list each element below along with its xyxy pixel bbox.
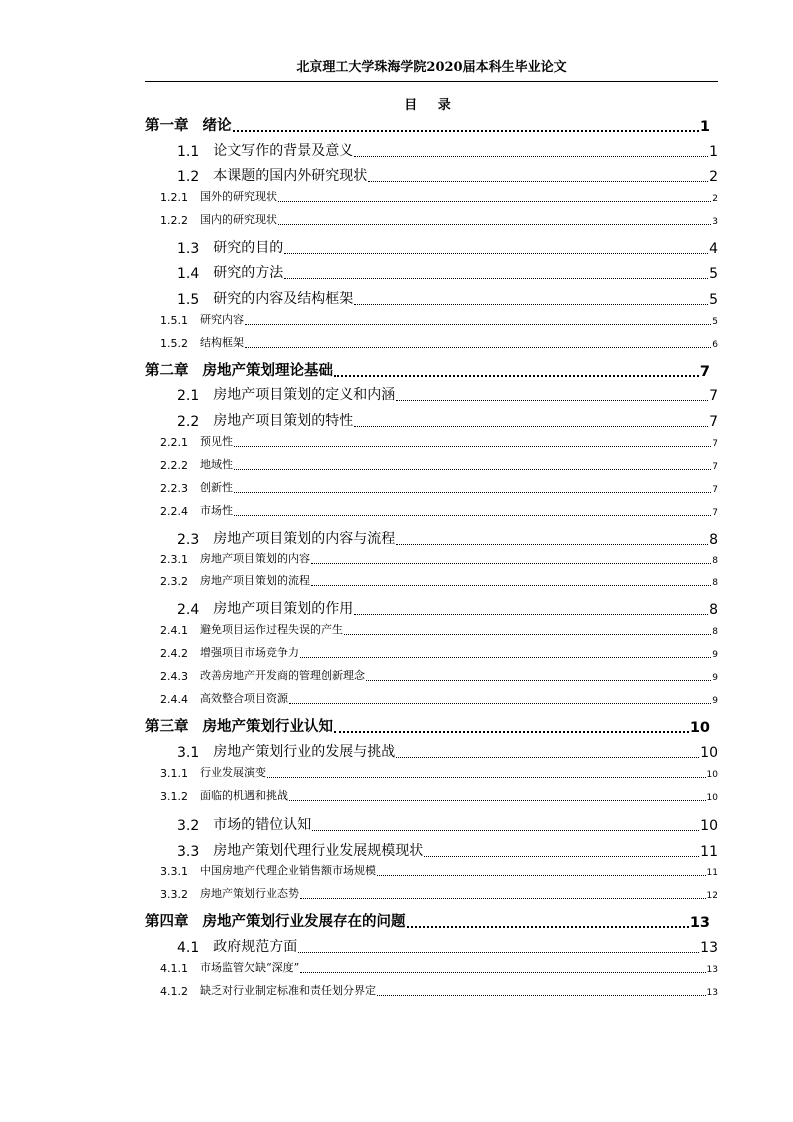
toc-dot-leader <box>234 515 711 516</box>
toc-entry-title: 改善房地产开发商的管理创新理念 <box>200 669 365 682</box>
toc-dot-leader <box>284 253 708 254</box>
toc-entry-number: 2.2.1 <box>160 436 188 449</box>
toc-entry-page: 8 <box>709 532 718 548</box>
toc-entry-page: 9 <box>712 696 718 706</box>
toc-dot-leader <box>234 446 711 447</box>
toc-entry[interactable] <box>160 213 718 227</box>
toc-dot-leader <box>396 400 708 401</box>
toc-entry-title: 研究内容 <box>200 313 244 326</box>
toc-entry-page: 13 <box>706 988 718 998</box>
toc-entry-title: 房地产项目策划的作用 <box>213 601 354 617</box>
toc-entry-title: 政府规范方面 <box>213 939 298 955</box>
toc-entry-page: 8 <box>712 556 718 566</box>
toc-dot-leader <box>267 777 706 778</box>
toc-entry-title: 本课题的国内外研究现状 <box>213 168 368 184</box>
toc-dot-leader <box>311 563 711 564</box>
toc-entry[interactable] <box>177 288 718 308</box>
toc-dot-leader <box>396 757 699 758</box>
toc-entry-title: 房地产项目策划的定义和内涵 <box>213 387 396 403</box>
toc-dot-leader <box>278 201 711 202</box>
toc-entry-number: 2.3.2 <box>160 575 188 588</box>
toc-entry-page: 10 <box>700 818 718 834</box>
toc-dot-leader <box>300 972 705 973</box>
toc-entry-number: 第一章 <box>145 117 189 134</box>
toc-entry-number: 2.4.4 <box>160 693 188 706</box>
toc-entry-number: 2.3 <box>177 532 200 548</box>
toc-dot-leader <box>377 995 706 996</box>
toc-entry-page: 10 <box>700 745 718 761</box>
toc-entry-title: 创新性 <box>200 481 233 494</box>
toc-dot-leader <box>289 703 711 704</box>
toc-entry-number: 4.1.2 <box>160 985 188 998</box>
toc-dot-leader <box>311 585 711 586</box>
toc-entry[interactable] <box>177 165 718 185</box>
toc-entry-title: 房地产项目策划的特性 <box>213 413 354 429</box>
toc-entry[interactable] <box>177 840 718 860</box>
toc-dot-leader <box>354 614 708 615</box>
toc-entry-number: 2.2.3 <box>160 482 188 495</box>
toc-entry[interactable] <box>177 528 718 548</box>
toc-entry[interactable] <box>160 504 718 518</box>
toc-dot-leader <box>424 856 699 857</box>
toc-entry[interactable] <box>145 115 710 135</box>
toc-entry-number: 3.3.1 <box>160 865 188 878</box>
toc-dot-leader <box>298 952 699 953</box>
toc-entry-page: 8 <box>712 578 718 588</box>
toc-entry-page: 9 <box>712 673 718 683</box>
toc-entry[interactable] <box>177 741 718 761</box>
toc-entry-number: 3.1.2 <box>160 790 188 803</box>
toc-dot-leader <box>407 926 689 928</box>
toc-entry-number: 2.4.1 <box>160 624 188 637</box>
toc-dot-leader <box>234 492 711 493</box>
toc-entry-number: 1.5 <box>177 292 200 308</box>
toc-dot-leader <box>289 800 706 801</box>
toc-entry-number: 1.4 <box>177 266 200 282</box>
toc-entry-number: 1.2.2 <box>160 214 188 227</box>
toc-entry-title: 国外的研究现状 <box>200 190 277 203</box>
toc-entry[interactable] <box>177 262 718 282</box>
toc-dot-leader <box>334 375 699 377</box>
toc-entry-page: 7 <box>712 485 718 495</box>
toc-entry[interactable] <box>160 435 718 449</box>
toc-entry-title: 市场性 <box>200 504 233 517</box>
toc-entry-page: 13 <box>700 940 718 956</box>
toc-entry-page: 7 <box>712 508 718 518</box>
toc-entry-title: 面临的机遇和挑战 <box>200 789 288 802</box>
toc-entry-title: 研究的内容及结构框架 <box>213 291 354 307</box>
toc-entry-number: 第三章 <box>145 718 189 735</box>
toc-entry-page: 4 <box>709 241 718 257</box>
toc-entry-page: 2 <box>709 169 718 185</box>
toc-entry-number: 3.2 <box>177 818 200 834</box>
toc-entry[interactable] <box>160 190 718 204</box>
toc-entry[interactable] <box>160 623 718 637</box>
toc-entry-title: 结构框架 <box>200 336 244 349</box>
toc-entry-title: 研究的目的 <box>213 240 284 256</box>
toc-entry[interactable] <box>177 384 718 404</box>
toc-entry[interactable] <box>160 887 718 901</box>
toc-dot-leader <box>354 426 708 427</box>
toc-entry-page: 3 <box>712 217 718 227</box>
toc-dot-leader <box>354 156 708 157</box>
toc-entry-page: 1 <box>699 119 710 135</box>
toc-entry-title: 房地产策划行业认知 <box>202 718 333 735</box>
toc-entry[interactable] <box>160 984 718 998</box>
toc-entry-title: 房地产策划理论基础 <box>202 362 333 379</box>
toc-entry[interactable] <box>160 336 718 350</box>
toc-entry-page: 7 <box>712 462 718 472</box>
toc-entry-title: 预见性 <box>200 435 233 448</box>
toc-entry[interactable] <box>145 360 710 380</box>
toc-entry-title: 地域性 <box>200 458 233 471</box>
toc-dot-leader <box>344 634 711 635</box>
toc-entry-number: 1.5.2 <box>160 337 188 350</box>
toc-entry[interactable] <box>177 410 718 430</box>
toc-entry-title: 房地产策划行业态势 <box>200 887 299 900</box>
toc-entry[interactable] <box>160 692 718 706</box>
toc-entry-title: 中国房地产代理企业销售额市场规模 <box>200 864 376 877</box>
toc-entry[interactable] <box>177 237 718 257</box>
toc-entry-title: 市场的错位认知 <box>213 817 312 833</box>
toc-entry[interactable] <box>177 936 718 956</box>
toc-entry-number: 4.1.1 <box>160 962 188 975</box>
toc-entry[interactable] <box>160 552 718 566</box>
toc-entry[interactable] <box>160 313 718 327</box>
toc-entry-page: 11 <box>706 868 718 878</box>
toc-entry-number: 第二章 <box>145 362 189 379</box>
toc-entry[interactable] <box>160 646 718 660</box>
toc-entry[interactable] <box>160 669 718 683</box>
toc-entry-number: 2.3.1 <box>160 553 188 566</box>
toc-entry[interactable] <box>160 574 718 588</box>
toc-entry-page: 13 <box>689 915 710 931</box>
toc-entry-page: 7 <box>709 388 718 404</box>
toc-entry-title: 研究的方法 <box>213 265 284 281</box>
toc-entry-title: 房地产策划行业发展存在的问题 <box>202 913 406 930</box>
toc-dot-leader <box>278 224 711 225</box>
toc-entry-page: 10 <box>706 770 718 780</box>
toc-entry-number: 1.5.1 <box>160 314 188 327</box>
toc-dot-leader <box>284 278 708 279</box>
toc-dot-leader <box>334 731 689 733</box>
toc-entry-title: 国内的研究现状 <box>200 213 277 226</box>
toc-dot-leader <box>312 830 699 831</box>
toc-entry[interactable] <box>160 961 718 975</box>
toc-entry-title: 论文写作的背景及意义 <box>213 143 354 159</box>
toc-dot-leader <box>245 347 711 348</box>
toc-entry-page: 10 <box>706 793 718 803</box>
toc-entry-title: 行业发展演变 <box>200 766 266 779</box>
toc-entry-title: 绪论 <box>202 117 232 134</box>
toc-entry-page: 2 <box>712 194 718 204</box>
toc-dot-leader <box>245 324 711 325</box>
toc-entry-title: 市场监管欠缺“深度” <box>200 961 300 974</box>
toc-entry-number: 2.4.2 <box>160 647 188 660</box>
toc-entry[interactable] <box>160 789 718 803</box>
toc-dot-leader <box>300 657 711 658</box>
toc-entry-number: 1.3 <box>177 241 200 257</box>
toc-entry-title: 高效整合项目资源 <box>200 692 288 705</box>
toc-entry-page: 8 <box>712 627 718 637</box>
toc-entry[interactable] <box>145 911 710 931</box>
toc-entry[interactable] <box>145 716 710 736</box>
toc-entry-title: 避免项目运作过程失误的产生 <box>200 623 343 636</box>
toc-entry-page: 1 <box>709 144 718 160</box>
toc-entry-page: 11 <box>700 844 718 860</box>
toc-dot-leader <box>396 544 708 545</box>
toc-entry-page: 6 <box>712 340 718 350</box>
toc-entry-number: 3.3 <box>177 844 200 860</box>
toc-entry-title: 房地产策划代理行业发展规模现状 <box>213 843 424 859</box>
toc-entry-page: 10 <box>689 720 710 736</box>
toc-entry-number: 第四章 <box>145 913 189 930</box>
toc-entry-number: 1.2 <box>177 169 200 185</box>
toc-entry-page: 9 <box>712 650 718 660</box>
toc-dot-leader <box>366 680 711 681</box>
toc-entry[interactable] <box>160 458 718 472</box>
toc-entry-page: 13 <box>706 965 718 975</box>
toc-entry-page: 7 <box>712 439 718 449</box>
toc-entry-number: 2.2.4 <box>160 505 188 518</box>
toc-entry-number: 3.3.2 <box>160 888 188 901</box>
toc-entry-page: 8 <box>709 602 718 618</box>
toc-entry-page: 12 <box>706 891 718 901</box>
toc-entry-title: 房地产策划行业的发展与挑战 <box>213 744 396 760</box>
toc-dot-leader <box>368 181 708 182</box>
toc-entry-title: 房地产项目策划的内容与流程 <box>213 531 396 547</box>
toc-entry[interactable] <box>177 598 718 618</box>
toc-entry[interactable] <box>177 140 718 160</box>
toc-entry-title: 增强项目市场竞争力 <box>200 646 299 659</box>
toc-title: 目 录 <box>404 98 459 113</box>
toc-entry-number: 2.4 <box>177 602 200 618</box>
toc-entry-title: 缺乏对行业制定标准和责任划分界定 <box>200 984 376 997</box>
toc-entry[interactable] <box>160 481 718 495</box>
toc-entry-number: 2.1 <box>177 388 200 404</box>
toc-entry[interactable] <box>177 814 718 834</box>
toc-entry-number: 4.1 <box>177 940 200 956</box>
toc-entry-number: 2.2.2 <box>160 459 188 472</box>
page-header: 北京理工大学珠海学院2020届本科生毕业论文 <box>145 60 718 82</box>
toc-entry-page: 5 <box>709 292 718 308</box>
toc-dot-leader <box>234 469 711 470</box>
toc-dot-leader <box>354 304 708 305</box>
toc-entry[interactable] <box>160 864 718 878</box>
toc-entry-number: 2.2 <box>177 414 200 430</box>
toc-entry[interactable] <box>160 766 718 780</box>
toc-entry-page: 7 <box>699 364 710 380</box>
toc-entry-page: 7 <box>709 414 718 430</box>
toc-entry-page: 5 <box>709 266 718 282</box>
toc-entry-number: 1.2.1 <box>160 191 188 204</box>
toc-entry-number: 3.1 <box>177 745 200 761</box>
toc-dot-leader <box>377 875 706 876</box>
toc-entry-number: 2.4.3 <box>160 670 188 683</box>
toc-entry-number: 1.1 <box>177 144 200 160</box>
toc-entry-page: 5 <box>712 317 718 327</box>
toc-dot-leader <box>233 130 699 132</box>
toc-entry-number: 3.1.1 <box>160 767 188 780</box>
toc-dot-leader <box>300 898 706 899</box>
toc-entry-title: 房地产项目策划的内容 <box>200 552 310 565</box>
toc-entry-title: 房地产项目策划的流程 <box>200 574 310 587</box>
